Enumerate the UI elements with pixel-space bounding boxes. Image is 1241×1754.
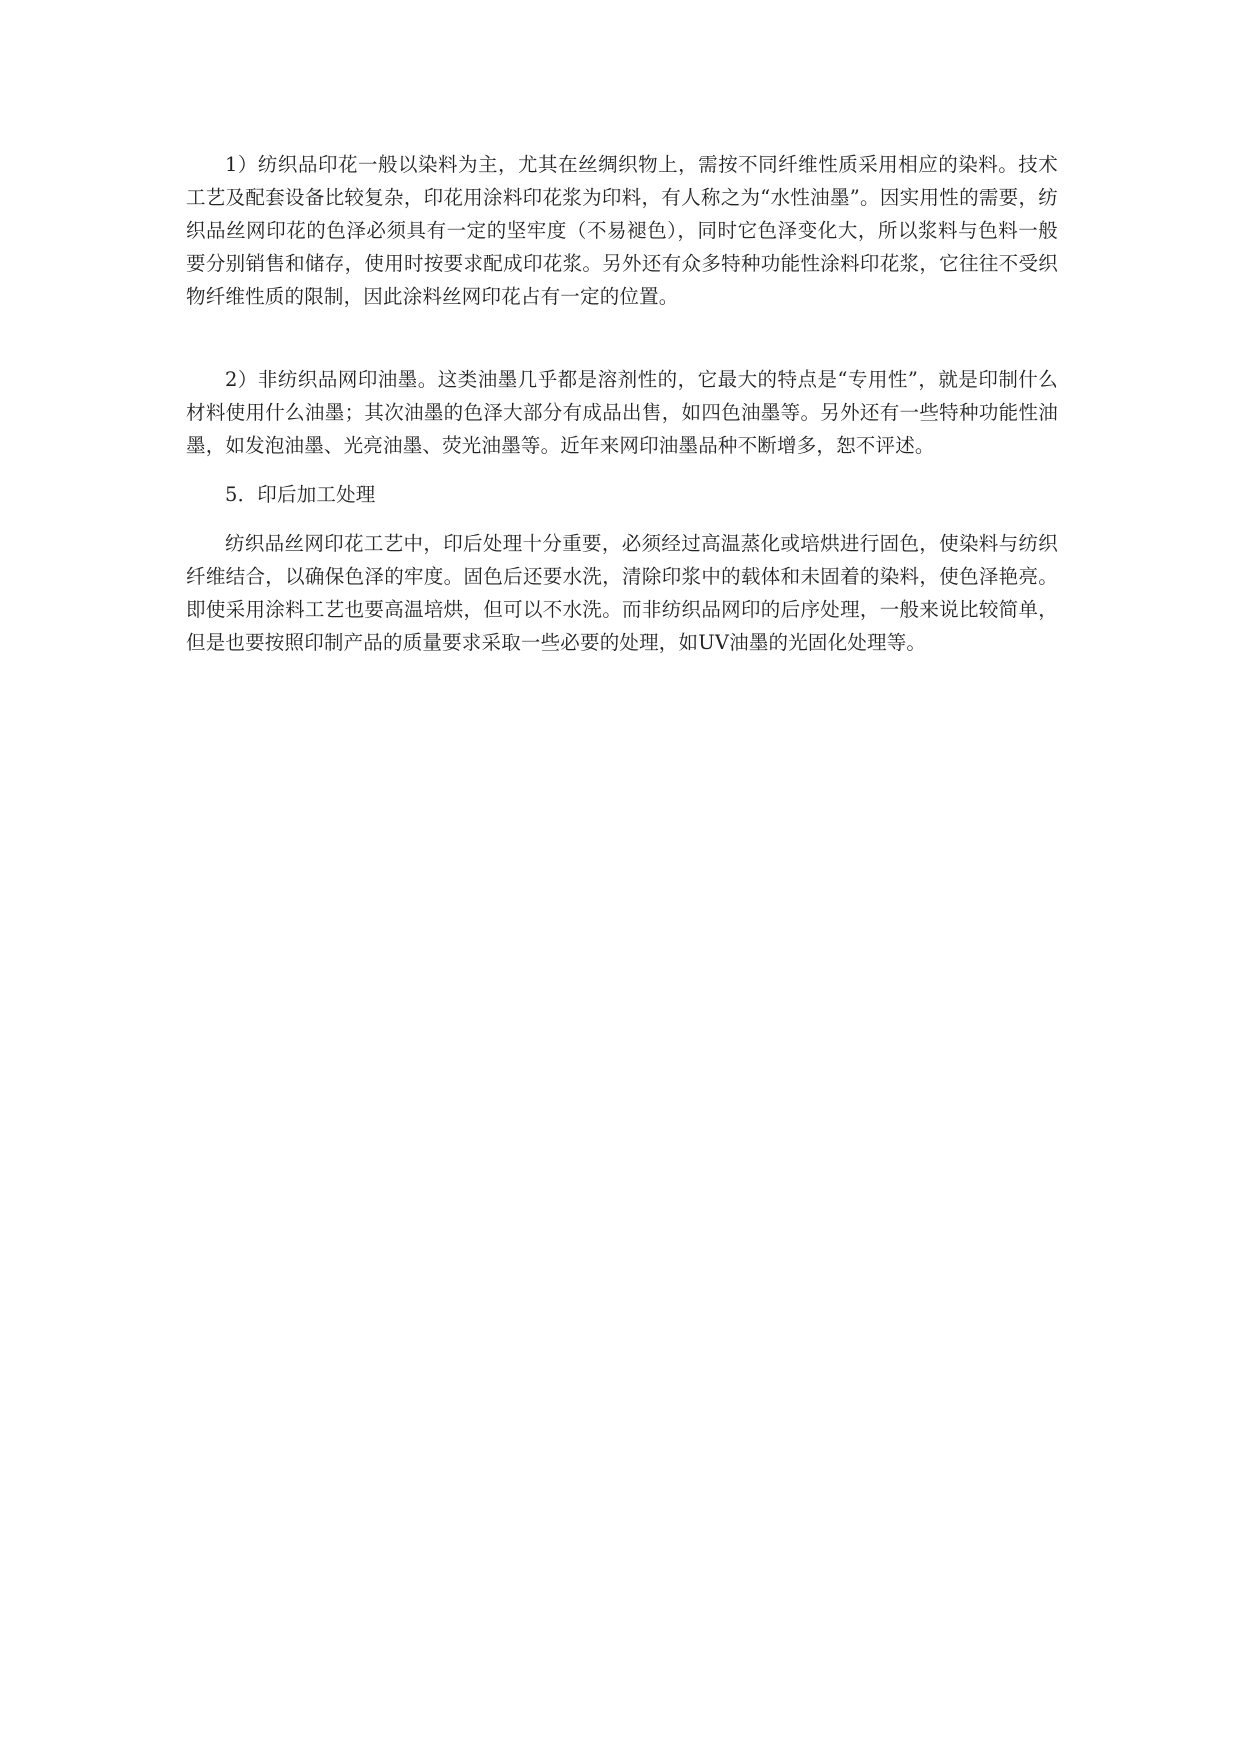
paragraph-spacer [186,313,1058,363]
paragraph-spacer [186,511,1058,527]
section-heading: 5．印后加工处理 [225,483,376,506]
document-page [186,148,1058,659]
paragraph-post-processing: 纺织品丝网印花工艺中，印后处理十分重要，必须经过高温蒸化或培烘进行固色，使染料与纺织纤维结合，以确保色泽的牢度。固色后还要水洗，清除印浆中的载体和未固着的染料，使色泽艳亮。即使采用涂料工艺也要高温培烘，但可以不水洗。而非纺织品网印的后序处理，一般来说比较简单，但是也要按照印制产品的质量要求采取一些必要的处理，如UV油墨的光固化处理等。 [186,532,1058,654]
paragraph-textile-printing: 1）纺织品印花一般以染料为主，尤其在丝绸织物上，需按不同纤维性质采用相应的染料。技术工艺及配套设备比较复杂，印花用涂料印花浆为印料，有人称之为“水性油墨”。因实用性的需要，纺织品丝网印花的色泽必须具有一定的坚牢度（不易褪色），同时它色泽变化大，所以浆料与色料一般要分别销售和储存，使用时按要求配成印花浆。另外还有众多特种功能性涂料印花浆，它往往不受织物纤维性质的限制，因此涂料丝网印花占有一定的位置。 [186,153,1058,308]
paragraph-spacer [186,462,1058,478]
paragraph-non-textile-ink: 2）非纺织品网印油墨。这类油墨几乎都是溶剂性的，它最大的特点是“专用性”，就是印制什么材料使用什么油墨；其次油墨的色泽大部分有成品出售，如四色油墨等。另外还有一些特种功能性油墨，如发泡油墨、光亮油墨、荧光油墨等。近年来网印油墨品种不断增多，恕不评述。 [186,368,1058,457]
